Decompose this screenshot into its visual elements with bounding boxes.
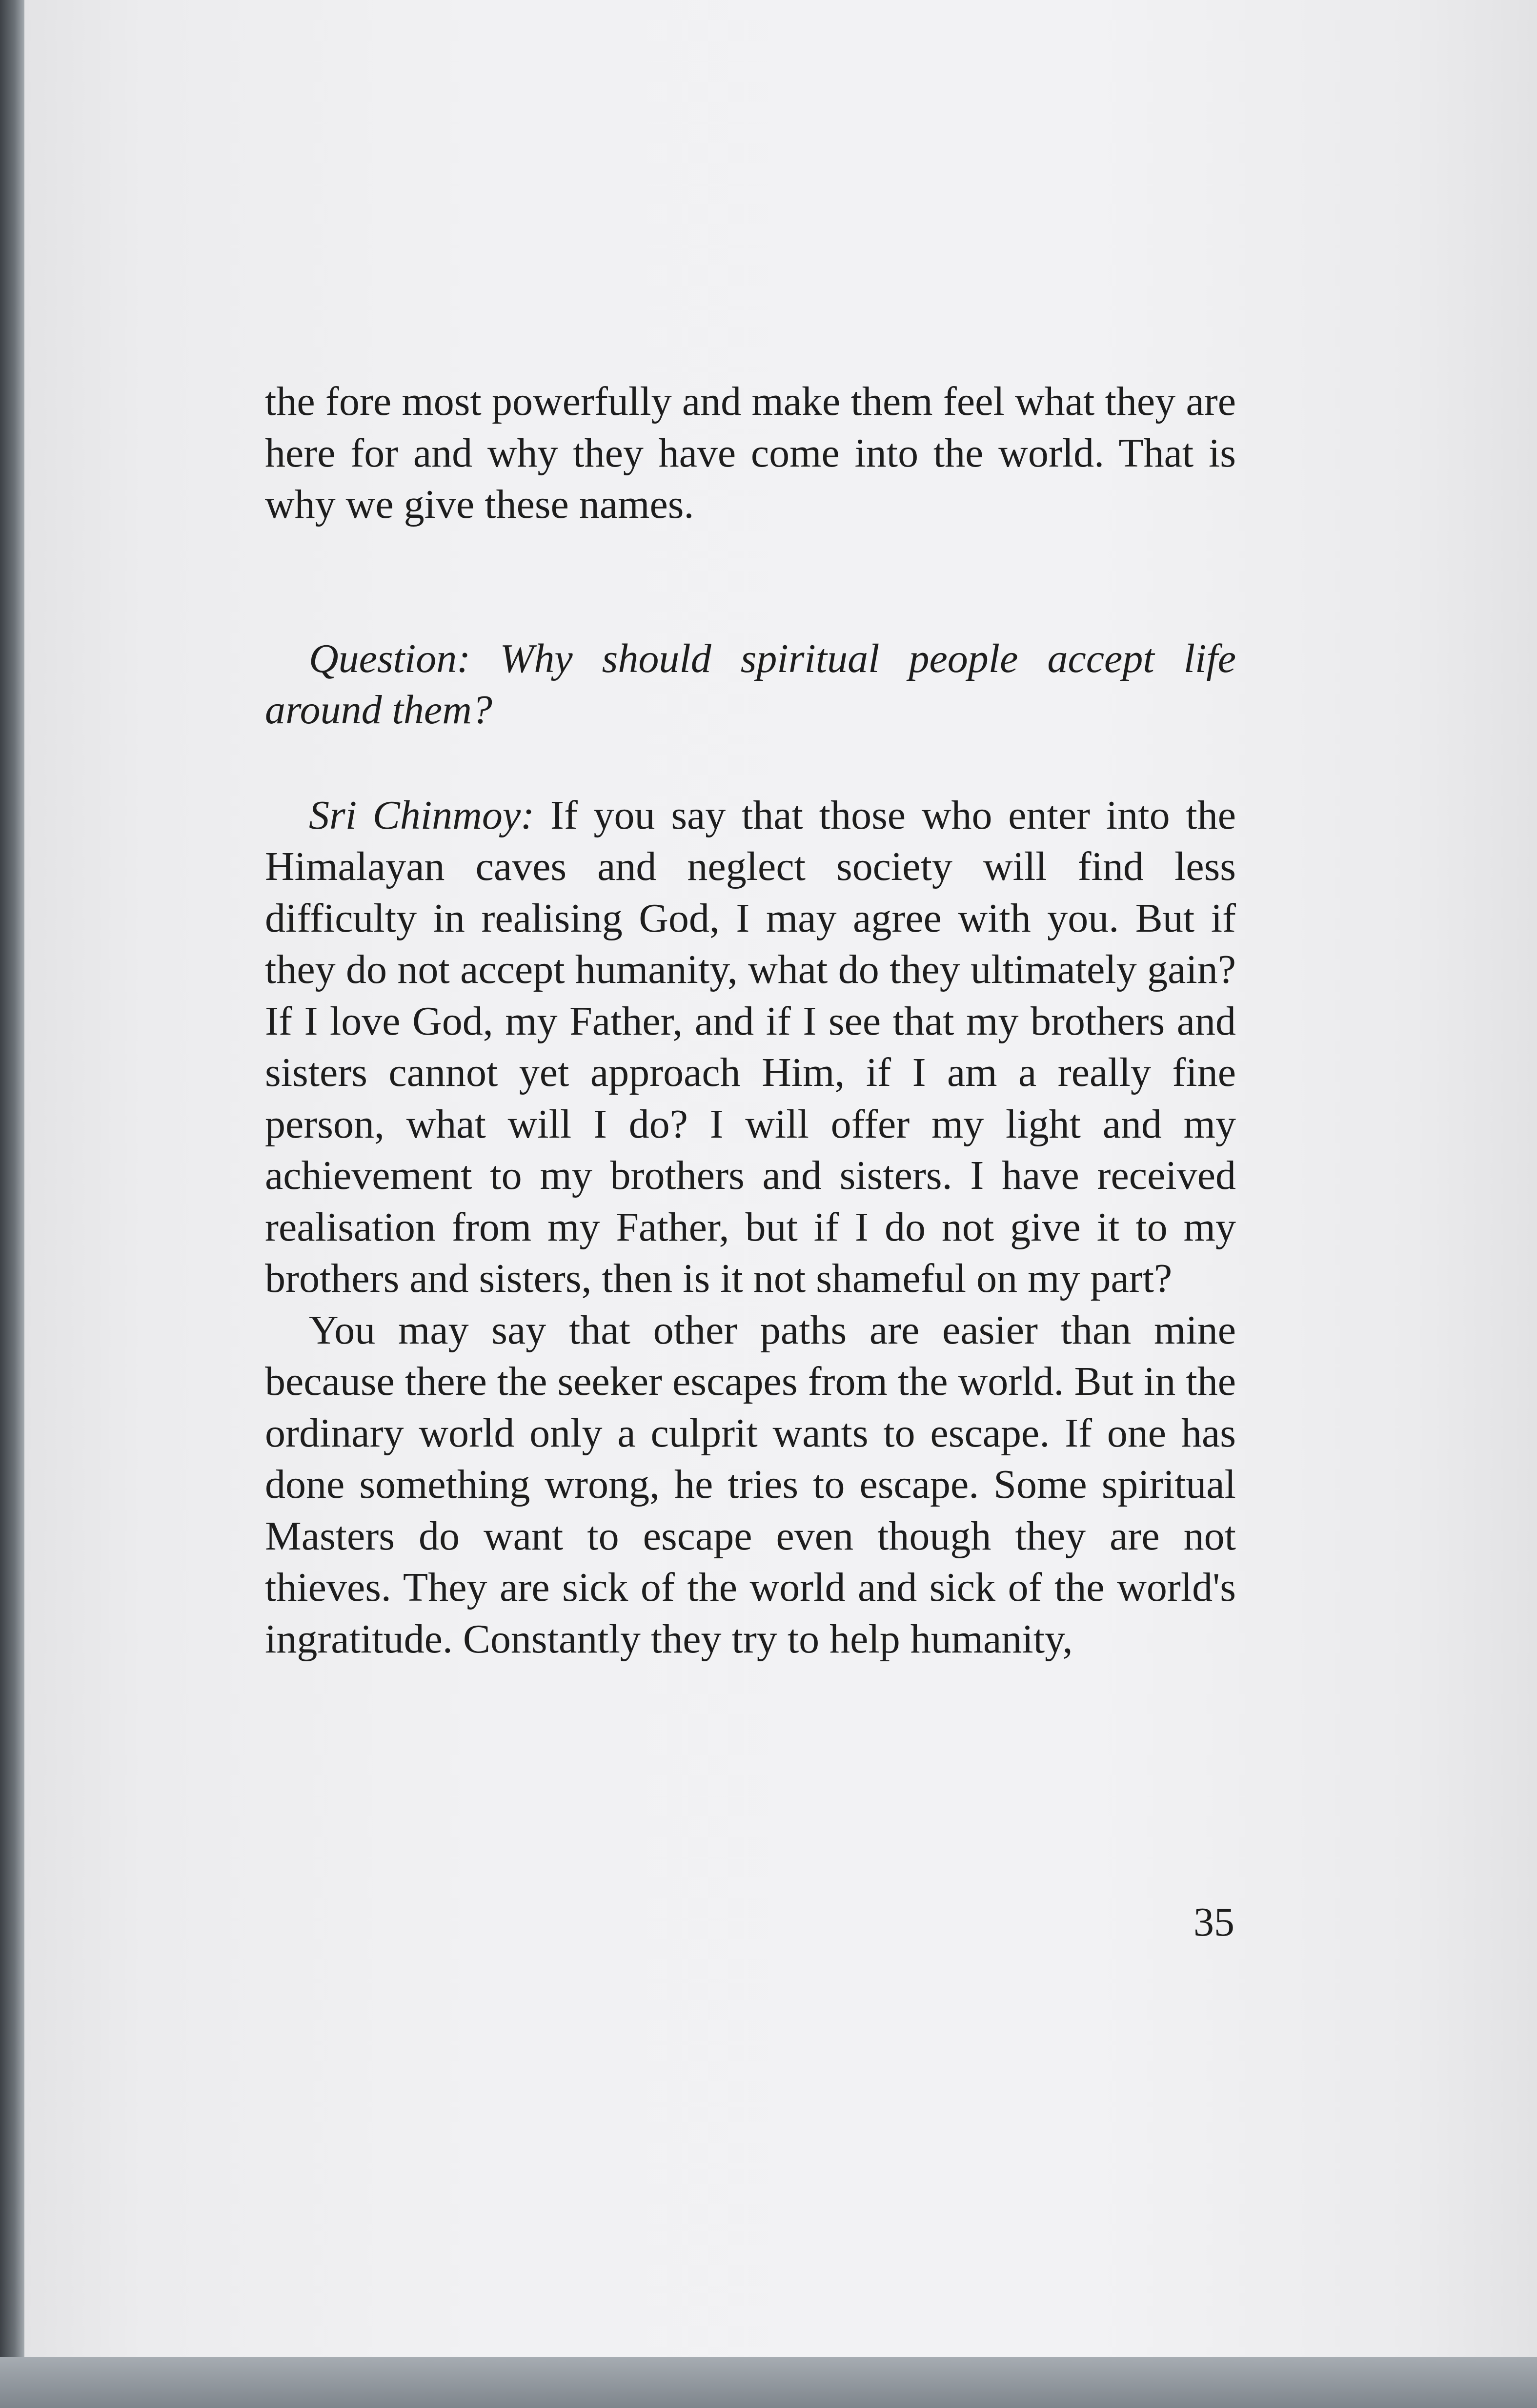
scan-bottom-edge: [0, 2357, 1537, 2408]
question-label: Question:: [309, 635, 471, 681]
opening-paragraph: the fore most powerfully and make them feel what they are here for and why they have come into the world. That is why we give these names.: [265, 379, 1236, 527]
book-spine-shadow: [0, 0, 24, 2408]
answer-paragraph-1: [265, 790, 1236, 1305]
question-paragraph: [265, 633, 1236, 736]
section-gap: [265, 736, 1236, 790]
page-number: 35: [1193, 1899, 1234, 1945]
question-text: Why should spiritual people accept life around them?: [265, 635, 1236, 733]
section-gap: [265, 531, 1236, 633]
page-text: [265, 376, 1236, 1665]
answer-text-1: If you say that those who enter into the Himalayan caves and neglect society will find less difficulty in realising God, I may agree with you. But if they do not accept humanity, what do they ultimately gain? If I love God, my Father, and if I see that my brothers and sisters cannot yet approach Him, if I am a really fine person, what will I do? I will offer my light and my achievement to my brothers and sisters. I have received realisation from my Father, but if I do not give it to my brothers and sisters, then is it not shameful on my part?: [265, 792, 1236, 1301]
speaker-label: Sri Chinmoy:: [309, 792, 535, 838]
answer-paragraph-2: You may say that other paths are easier than mine because there the seeker escapes from the world. But in the ordinary world only a culprit wants to escape. If one has done something wrong, he tries to escape. Some spiritual Masters do want to escape even though they are not thieves. They are sick of the world and sick of the world's ingratitude. Constantly they try to help humanity,: [265, 1307, 1236, 1662]
